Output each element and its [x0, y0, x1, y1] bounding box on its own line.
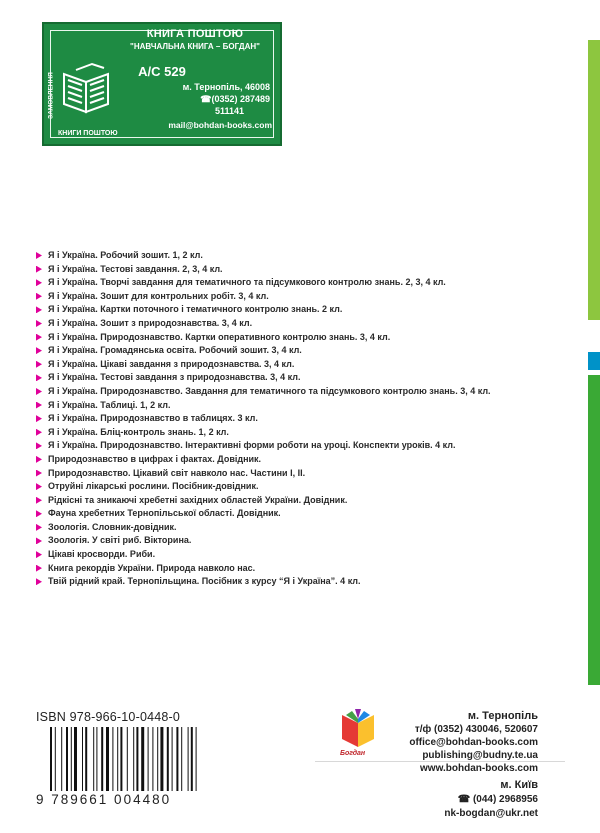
book-list-item	[36, 548, 576, 562]
stamp-subtitle: "НАВЧАЛЬНА КНИГА – БОГДАН"	[130, 42, 260, 51]
book-title: Фауна хребетних Тернопільської області. Довідник.	[48, 508, 281, 519]
book-title: Я і Україна. Зошит з природознавства. 3, 4 кл.	[48, 317, 253, 328]
ternopil-city: м. Тернопіль	[467, 710, 538, 722]
book-list-item	[36, 344, 576, 358]
bullet-arrow-icon	[36, 306, 42, 313]
isbn: ISBN 978-966-10-0448-0	[36, 710, 181, 724]
book-list-item	[36, 521, 576, 535]
kyiv-email: nk-bogdan@ukr.net	[444, 808, 538, 819]
book-list-item	[36, 263, 576, 277]
bullet-arrow-icon	[36, 537, 42, 544]
stamp-side-text: ЗАМОВЛЕННЯ	[47, 72, 55, 119]
book-list-item	[36, 385, 576, 399]
mail-order-stamp	[42, 22, 282, 146]
bullet-arrow-icon	[36, 524, 42, 531]
book-title: Рідкісні та зникаючі хребетні західних областей України. Довідник.	[48, 494, 348, 505]
bullet-arrow-icon	[36, 497, 42, 504]
book-list	[36, 249, 576, 589]
right-edge-stripe-blue	[588, 352, 600, 370]
stamp-bottom-text: КНИГИ ПОШТОЮ	[58, 130, 118, 137]
bullet-arrow-icon	[36, 415, 42, 422]
book-list-item	[36, 276, 576, 290]
bullet-arrow-icon	[36, 334, 42, 341]
book-title: Природознавство в цифрах і фактах. Довідник.	[48, 453, 262, 464]
book-list-item	[36, 534, 576, 548]
ternopil-phone: т/ф (0352) 430046, 520607	[414, 724, 538, 735]
bullet-arrow-icon	[36, 320, 42, 327]
book-title: Зоологія. Словник-довідник.	[48, 521, 177, 532]
book-title: Я і Україна. Бліц-контроль знань. 1, 2 кл.	[48, 426, 229, 437]
bullet-arrow-icon	[36, 279, 42, 286]
book-list-item	[36, 426, 576, 440]
bullet-arrow-icon	[36, 565, 42, 572]
book-list-item	[36, 358, 576, 372]
divider	[315, 761, 565, 762]
right-edge-stripe-green-lower	[588, 375, 600, 685]
book-list-item	[36, 249, 576, 263]
book-list-item	[36, 507, 576, 521]
book-list-item	[36, 439, 576, 453]
book-title: Я і Україна. Таблиці. 1, 2 кл.	[48, 399, 171, 410]
publisher-logo-icon	[338, 707, 378, 751]
bullet-arrow-icon	[36, 483, 42, 490]
bullet-arrow-icon	[36, 510, 42, 517]
book-title: Я і Україна. Цікаві завдання з природознавства. 3, 4 кл.	[48, 358, 295, 369]
bullet-arrow-icon	[36, 551, 42, 558]
book-list-item	[36, 371, 576, 385]
book-title: Я і Україна. Природознавство. Завдання для тематичного та підсумкового контролю знань. 3, 4 кл.	[48, 385, 491, 396]
right-edge-stripe-green	[588, 40, 600, 320]
book-list-item	[36, 494, 576, 508]
bullet-arrow-icon	[36, 293, 42, 300]
book-title: Зоологія. У світі риб. Вікторина.	[48, 535, 192, 546]
book-title: Я і Україна. Творчі завдання для тематичного та підсумкового контролю знань. 2, 3, 4 кл.	[48, 277, 446, 288]
book-list-item	[36, 453, 576, 467]
kyiv-city: м. Київ	[500, 779, 538, 791]
stamp-city: м. Тернопіль, 46008	[182, 82, 270, 92]
stamp-po-box: А/С 529	[138, 64, 186, 79]
bullet-arrow-icon	[36, 252, 42, 259]
kyiv-phone: ☎ (044) 2968956	[457, 794, 538, 805]
stamp-phone-2: 511141	[214, 106, 244, 116]
book-title: Книга рекордів України. Природа навколо нас.	[48, 562, 256, 573]
ternopil-email-2: publishing@budny.te.ua	[422, 750, 538, 761]
bullet-arrow-icon	[36, 456, 42, 463]
book-title: Цікаві кросворди. Риби.	[48, 549, 156, 560]
barcode	[50, 727, 218, 791]
barcode-digits: 9 789661 004480	[36, 792, 172, 807]
book-list-item	[36, 480, 576, 494]
book-title: Я і Україна. Тестові завдання. 2, 3, 4 кл.	[48, 263, 223, 274]
stamp-title: КНИГА ПОШТОЮ	[146, 28, 244, 40]
bullet-arrow-icon	[36, 361, 42, 368]
book-title: Отруйні лікарські рослини. Посібник-довідник.	[48, 481, 259, 492]
bullet-arrow-icon	[36, 578, 42, 585]
ternopil-email: office@bohdan-books.com	[409, 737, 538, 748]
book-list-item	[36, 562, 576, 576]
book-title: Природознавство. Цікавий світ навколо нас. Частини І, ІІ.	[48, 467, 306, 478]
book-list-item	[36, 303, 576, 317]
book-title: Твій рідний край. Тернопільщина. Посібник з курсу “Я і Україна”. 4 кл.	[48, 576, 361, 587]
book-list-item	[36, 467, 576, 481]
book-title: Я і Україна. Природознавство. Картки оперативного контролю знань. 3, 4 кл.	[48, 331, 391, 342]
bullet-arrow-icon	[36, 429, 42, 436]
bullet-arrow-icon	[36, 374, 42, 381]
book-title: Я і Україна. Картки поточного і тематичного контролю знань. 2 кл.	[48, 304, 343, 315]
bullet-arrow-icon	[36, 442, 42, 449]
book-list-item	[36, 575, 576, 589]
book-title: Я і Україна. Тестові завдання з природознавства. 3, 4 кл.	[48, 372, 301, 383]
book-list-item	[36, 399, 576, 413]
book-title: Я і Україна. Громадянська освіта. Робочий зошит. 3, 4 кл.	[48, 345, 302, 356]
bullet-arrow-icon	[36, 347, 42, 354]
book-list-item	[36, 331, 576, 345]
publisher-website: www.bohdan-books.com	[420, 763, 538, 774]
book-title: Я і Україна. Зошит для контрольних робіт. 3, 4 кл.	[48, 290, 269, 301]
stamp-phone: ☎(0352) 287489	[200, 94, 270, 104]
book-title: Я і Україна. Робочий зошит. 1, 2 кл.	[48, 250, 203, 260]
bullet-arrow-icon	[36, 402, 42, 409]
book-title: Я і Україна. Природознавство. Інтерактивні форми роботи на уроці. Конспекти уроків. 4 кл.	[48, 440, 456, 451]
publisher-logo-name: Богдан	[340, 750, 366, 757]
bullet-arrow-icon	[36, 388, 42, 395]
bullet-arrow-icon	[36, 266, 42, 273]
book-list-item	[36, 412, 576, 426]
book-title: Я і Україна. Природознавство в таблицях. 3 кл.	[48, 413, 258, 424]
bullet-arrow-icon	[36, 470, 42, 477]
stamp-email: mail@bohdan-books.com	[168, 120, 272, 130]
book-list-item	[36, 317, 576, 331]
book-list-item	[36, 290, 576, 304]
